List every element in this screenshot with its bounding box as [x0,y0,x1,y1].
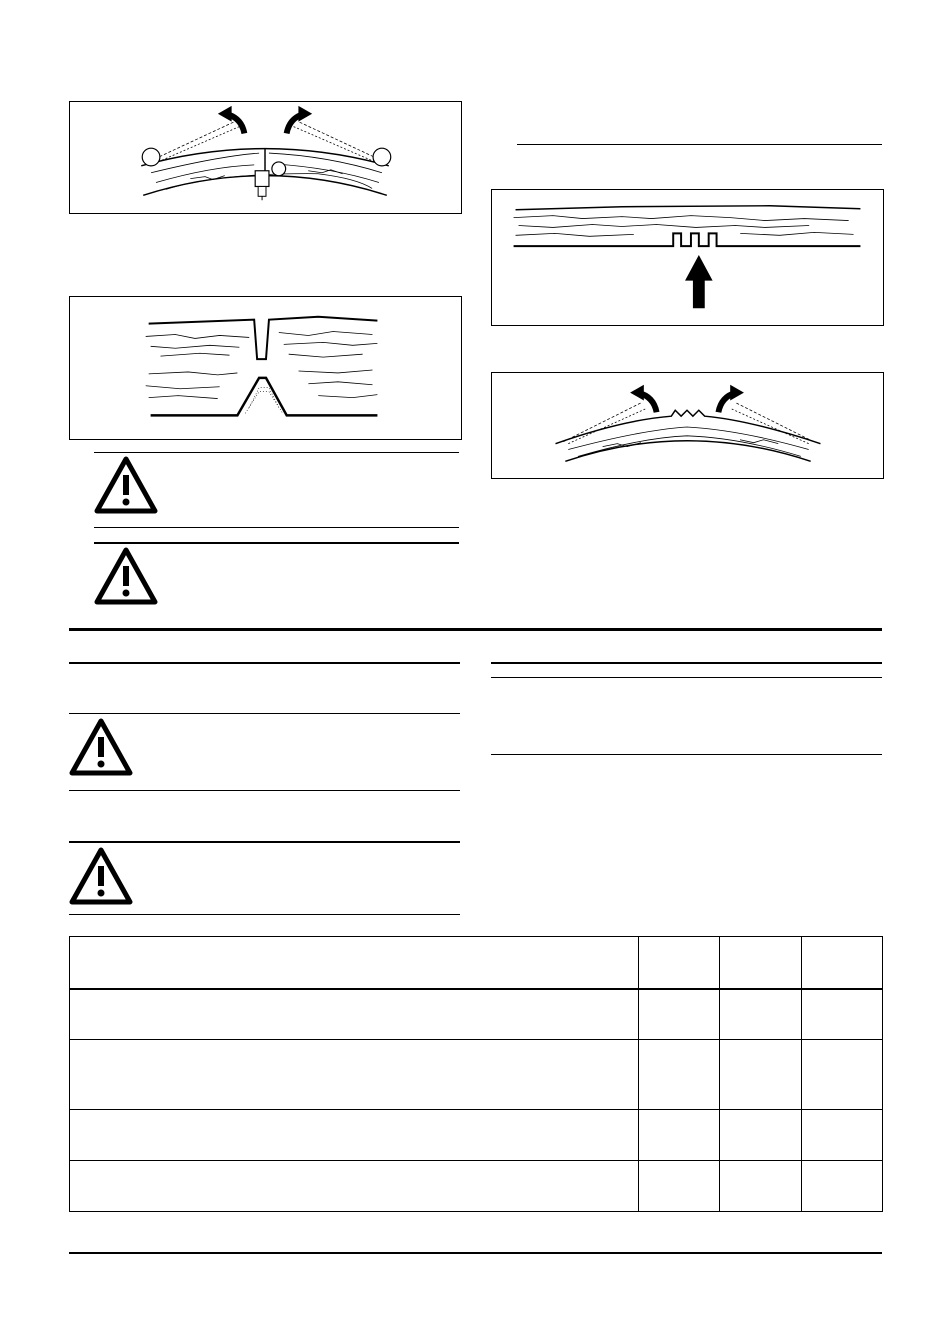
callout-2 [272,162,286,176]
table-header-row [70,937,883,989]
table-cell [802,1040,883,1110]
warning-triangle-icon [68,717,134,777]
divider [491,677,882,678]
divider [69,790,460,791]
table-header-cell [720,937,802,989]
table-cell [802,1161,883,1212]
notched-log-illustration [492,190,883,325]
table-cell [70,989,639,1040]
callout-3 [373,148,391,166]
table-row [70,989,883,1040]
warning-triangle-icon [93,546,159,606]
table-cell [720,1161,802,1212]
table-cell [639,1040,720,1110]
figure-bent-log [69,101,462,214]
table-cell [720,1040,802,1110]
warning-triangle-icon [68,846,134,906]
divider [491,754,882,755]
divider [69,662,460,664]
table-cell [639,1161,720,1212]
divider [94,527,459,528]
table-row [70,1161,883,1212]
cut-log-illustration [70,297,461,439]
table-cell [720,989,802,1040]
callout-1 [142,148,160,166]
warning-triangle-icon [93,455,159,515]
section-divider [69,628,882,631]
bent-notched-log-illustration [492,373,883,478]
table-header-cell [70,937,639,989]
divider [69,914,460,915]
figure-cut-log [69,296,462,440]
table-cell [70,1161,639,1212]
maintenance-table [69,936,883,1212]
bent-log-illustration [70,102,461,213]
figure-notched-log [491,189,884,326]
table-header-cell [802,937,883,989]
table-cell [639,1110,720,1161]
divider [517,144,882,145]
table-header-cell [639,937,720,989]
divider [69,713,460,714]
figure-bent-notched-log [491,372,884,479]
table-cell [802,1110,883,1161]
divider [491,662,882,664]
divider [94,452,459,453]
divider [94,542,459,544]
table-cell [720,1110,802,1161]
table-row [70,1040,883,1110]
footer-divider [69,1252,882,1254]
table-cell [70,1040,639,1110]
divider [69,841,460,843]
table-cell [639,989,720,1040]
table-cell [802,989,883,1040]
table-cell [70,1110,639,1161]
table-row [70,1110,883,1161]
